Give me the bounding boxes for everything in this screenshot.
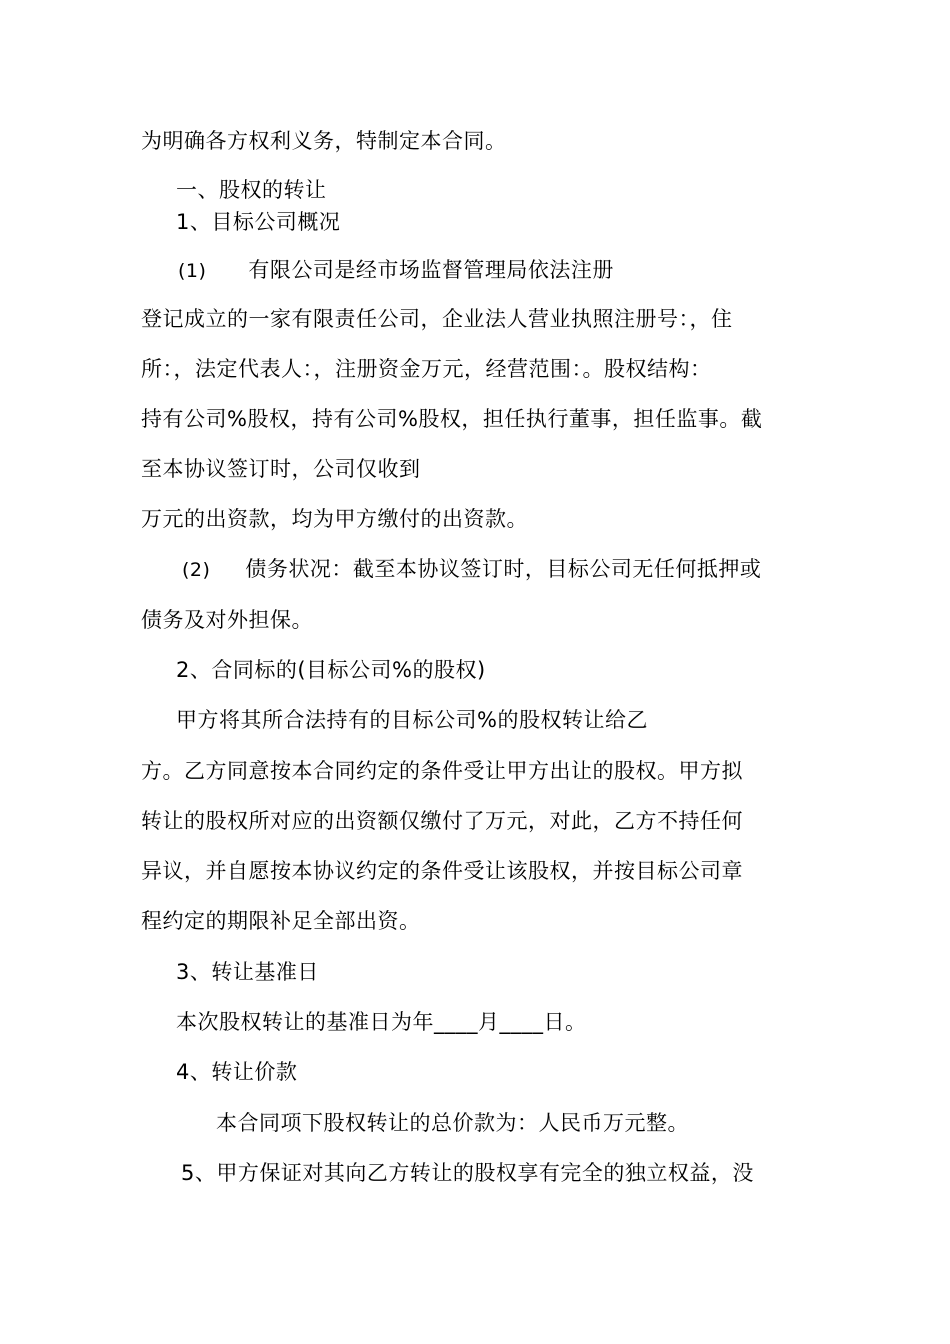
paragraph-line: 为明确各方权利义务，特制定本合同。 bbox=[141, 129, 507, 153]
paragraph-line: 万元的出资款，均为甲方缴付的出资款。 bbox=[141, 507, 528, 531]
item-text: 有限公司是经市场监督管理局依法注册 bbox=[248, 258, 614, 282]
item-number: (2) bbox=[182, 559, 211, 581]
paragraph-line bbox=[182, 555, 761, 584]
paragraph-line: 本次股权转让的基准日为年____月____日。 bbox=[176, 1010, 587, 1034]
paragraph-line bbox=[178, 256, 614, 285]
paragraph-line: 债务及对外担保。 bbox=[141, 608, 313, 632]
paragraph-line: 程约定的期限补足全部出资。 bbox=[141, 909, 421, 933]
subsection-heading: 4、转让价款 bbox=[176, 1060, 298, 1084]
subsection-heading: 2、合同标的(目标公司%的股权) bbox=[176, 658, 486, 682]
paragraph-line: 所：，法定代表人：，注册资金万元，经营范围：。股权结构： bbox=[141, 357, 712, 381]
paragraph-line: 登记成立的一家有限责任公司，企业法人营业执照注册号：，住 bbox=[141, 307, 733, 331]
item-text: 债务状况：截至本协议签订时，目标公司无任何抵押或 bbox=[245, 557, 762, 581]
paragraph-line: 5、甲方保证对其向乙方转让的股权享有完全的独立权益，没 bbox=[181, 1161, 754, 1185]
paragraph-line: 持有公司%股权，持有公司%股权，担任执行董事，担任监事。截 bbox=[141, 407, 763, 431]
paragraph-line: 方。乙方同意按本合同约定的条件受让甲方出让的股权。甲方拟 bbox=[141, 759, 743, 783]
subsection-heading: 3、转让基准日 bbox=[176, 960, 319, 984]
paragraph-line: 至本协议签订时，公司仅收到 bbox=[141, 457, 421, 481]
item-number: (1) bbox=[178, 260, 207, 282]
paragraph-line: 甲方将其所合法持有的目标公司%的股权转让给乙 bbox=[176, 708, 648, 732]
section-heading: 一、股权的转让 bbox=[176, 178, 327, 202]
paragraph-line: 异议，并自愿按本协议约定的条件受让该股权，并按目标公司章 bbox=[141, 859, 743, 883]
subsection-heading: 1、目标公司概况 bbox=[176, 210, 341, 234]
paragraph-line: 转让的股权所对应的出资额仅缴付了万元，对此，乙方不持任何 bbox=[141, 809, 743, 833]
paragraph-line: 本合同项下股权转让的总价款为：人民币万元整。 bbox=[216, 1111, 689, 1135]
